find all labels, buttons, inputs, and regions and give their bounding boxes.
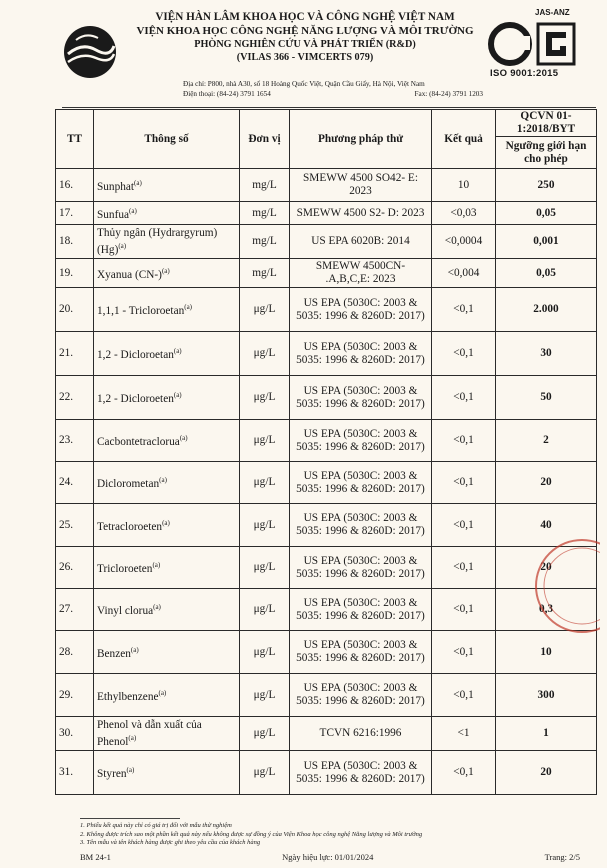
parameter-name: Sunfua [97,208,130,221]
header-divider [62,107,596,108]
row-result: <0,1 [432,462,496,504]
row-parameter [94,332,240,376]
row-parameter [94,376,240,420]
row-method: US EPA (5030C: 2003 & 5035: 1996 & 8260D: 2017) [290,420,432,462]
org-institute-name: VIỆN KHOA HỌC CÔNG NGHỆ NĂNG LƯỢNG VÀ MÔI TRƯỜNG [136,25,474,37]
row-number: 16. [56,169,94,202]
row-number: 19. [56,259,94,288]
row-parameter [94,547,240,589]
row-limit: 2.000 [496,288,597,332]
table-row [56,420,597,462]
parameter-note-marker: (a) [158,688,167,697]
row-method: US EPA (5030C: 2003 & 5035: 1996 & 8260D: 2017) [290,589,432,631]
parameter-note-marker: (a) [130,645,139,654]
row-method: US EPA (5030C: 2003 & 5035: 1996 & 8260D: 2017) [290,504,432,547]
row-limit: 10 [496,631,597,674]
row-result: <0,1 [432,420,496,462]
row-limit: 0,05 [496,259,597,288]
header-param: Thông số [94,110,240,169]
row-parameter [94,717,240,751]
row-unit: μg/L [240,674,290,717]
effective-date: Ngày hiệu lực: 01/01/2024 [282,852,374,862]
parameter-note-marker: (a) [173,391,182,400]
table-row [56,751,597,795]
quacert-logo-icon [488,8,584,92]
row-number: 30. [56,717,94,751]
row-unit: mg/L [240,259,290,288]
row-limit: 0,3 [496,589,597,631]
row-unit: μg/L [240,751,290,795]
table-row [56,674,597,717]
row-limit: 50 [496,376,597,420]
parameter-note-marker: (a) [126,766,135,775]
row-parameter [94,259,240,288]
row-unit: μg/L [240,631,290,674]
row-result: <0,1 [432,631,496,674]
row-result: <1 [432,717,496,751]
row-limit: 30 [496,332,597,376]
parameter-name: Benzen [97,647,131,660]
row-unit: μg/L [240,717,290,751]
row-limit: 250 [496,169,597,202]
row-unit: μg/L [240,376,290,420]
row-method: US EPA 6020B: 2014 [290,225,432,259]
table-row [56,376,597,420]
parameter-name: Vinyl clorua [97,604,154,617]
row-number: 31. [56,751,94,795]
row-limit: 1 [496,717,597,751]
parameter-note-marker: (a) [118,241,127,250]
results-body [56,169,597,795]
row-parameter [94,589,240,631]
row-limit: 20 [496,462,597,504]
page-footer [80,852,580,862]
row-unit: μg/L [240,589,290,631]
organization-block [120,10,490,64]
note-2: 2. Không được trích sao một phần kết quả này nếu không được sự đồng ý của Viện Khoa học công nghệ Năng lượng và Môi trường [80,830,423,838]
row-number: 21. [56,332,94,376]
fax-text: Fax: (84-24) 3791 1203 [414,89,483,98]
parameter-note-marker: (a) [162,518,170,527]
row-unit: μg/L [240,504,290,547]
table-row [56,259,597,288]
row-number: 29. [56,674,94,717]
row-parameter [94,674,240,717]
row-limit: 300 [496,674,597,717]
row-method: US EPA (5030C: 2003 & 5035: 1996 & 8260D: 2017) [290,631,432,674]
parameter-note-marker: (a) [153,603,161,612]
row-number: 26. [56,547,94,589]
table-row [56,225,597,259]
row-limit: 0,05 [496,202,597,225]
table-row [56,717,597,751]
parameter-name: Cacbontetraclorua [97,435,180,448]
iso-label: ISO 9001:2015 [490,68,559,79]
row-result: <0,1 [432,674,496,717]
row-parameter [94,462,240,504]
parameter-name: 1,2 - Dicloroetan [97,348,174,361]
parameter-note-marker: (a) [179,434,188,443]
contact-block [183,80,483,99]
table-row [56,332,597,376]
parameter-note-marker: (a) [129,206,137,215]
row-limit: 0,001 [496,225,597,259]
parameter-note-marker: (a) [159,476,167,485]
row-number: 23. [56,420,94,462]
row-limit: 40 [496,504,597,547]
row-parameter [94,420,240,462]
row-method: SMEWW 4500CN- .A,B,C,E: 2023 [290,259,432,288]
parameter-note-marker: (a) [173,347,182,356]
row-method: US EPA (5030C: 2003 & 5035: 1996 & 8260D: 2017) [290,376,432,420]
parameter-note-marker: (a) [152,561,161,570]
row-result: <0,004 [432,259,496,288]
row-limit: 2 [496,420,597,462]
row-parameter [94,225,240,259]
row-number: 17. [56,202,94,225]
address-text: Địa chỉ: P800, nhà A30, số 18 Hoàng Quốc Việt, Quận Cầu Giấy, Hà Nội, Việt Nam [183,80,425,88]
red-seal-stamp-icon [510,520,600,650]
table-row [56,462,597,504]
parameter-name: Ethylbenzene [97,690,159,703]
header-standard: QCVN 01-1:2018/BYT [496,110,597,137]
note-1: 1. Phiếu kết quả này chỉ có giá trị đối với mẫu thử nghiệm [80,822,232,829]
row-result: <0,1 [432,332,496,376]
row-method: US EPA (5030C: 2003 & 5035: 1996 & 8260D: 2017) [290,547,432,589]
parameter-name: Styren [97,767,127,780]
row-parameter [94,169,240,202]
form-code: BM 24-1 [80,852,111,862]
header-unit: Đơn vị [240,110,290,169]
parameter-name: Sunphat [97,180,135,193]
row-limit: 20 [496,547,597,589]
jas-anz-label: JAS-ANZ [535,8,570,17]
row-method: US EPA (5030C: 2003 & 5035: 1996 & 8260D: 2017) [290,751,432,795]
row-result: <0,03 [432,202,496,225]
row-result: 10 [432,169,496,202]
row-number: 25. [56,504,94,547]
row-result: <0,1 [432,288,496,332]
row-parameter [94,631,240,674]
org-accreditation: (VILAS 366 - VIMCERTS 079) [236,52,374,63]
parameter-name: Tricloroeten [97,562,153,575]
row-method: US EPA (5030C: 2003 & 5035: 1996 & 8260D: 2017) [290,674,432,717]
row-parameter [94,751,240,795]
row-result: <0,1 [432,376,496,420]
parameter-note-marker: (a) [134,178,142,187]
row-method: US EPA (5030C: 2003 & 5035: 1996 & 8260D: 2017) [290,332,432,376]
row-result: <0,1 [432,547,496,589]
row-result: <0,1 [432,504,496,547]
row-unit: μg/L [240,462,290,504]
row-method: TCVN 6216:1996 [290,717,432,751]
row-unit: μg/L [240,288,290,332]
parameter-note-marker: (a) [184,303,193,312]
row-unit: mg/L [240,169,290,202]
row-unit: mg/L [240,225,290,259]
parameter-name: Diclorometan [97,477,160,490]
header-result: Kết quả [432,110,496,169]
parameter-note-marker: (a) [161,266,170,275]
org-department-name: PHÒNG NGHIÊN CỨU VÀ PHÁT TRIỂN (R&D) [194,39,416,50]
row-parameter [94,288,240,332]
note-3: 3. Tên mẫu và tên khách hàng được ghi theo yêu cầu của khách hàng [80,839,261,847]
table-row [56,169,597,202]
table-row [56,202,597,225]
parameter-name: Xyanua (CN-) [97,268,162,281]
phone-text: Điện thoại: (84-24) 3791 1654 [183,89,271,98]
results-table [55,109,597,795]
row-parameter [94,202,240,225]
institute-logo-icon [62,24,118,80]
page-number: Trang: 2/5 [544,852,580,862]
row-number: 24. [56,462,94,504]
header-tt: TT [56,110,94,169]
parameter-name: 1,2 - Dicloroeten [97,392,174,405]
row-unit: μg/L [240,547,290,589]
row-unit: mg/L [240,202,290,225]
header-method: Phương pháp thử [290,110,432,169]
document-header [0,0,607,118]
row-method: US EPA (5030C: 2003 & 5035: 1996 & 8260D: 2017) [290,462,432,504]
row-unit: μg/L [240,420,290,462]
parameter-note-marker: (a) [128,733,137,742]
notes-divider [80,818,180,819]
parameter-name: Tetracloroeten [97,520,163,533]
row-unit: μg/L [240,332,290,376]
row-number: 18. [56,225,94,259]
row-result: <0,1 [432,751,496,795]
row-number: 20. [56,288,94,332]
notes-block [80,822,422,848]
row-limit: 20 [496,751,597,795]
row-parameter [94,504,240,547]
row-number: 22. [56,376,94,420]
row-method: US EPA (5030C: 2003 & 5035: 1996 & 8260D: 2017) [290,288,432,332]
header-limit: Ngưỡng giới hạn cho phép [496,137,597,169]
row-number: 28. [56,631,94,674]
parameter-name: Phenol và dẫn xuất của Phenol [97,718,202,748]
row-result: <0,1 [432,589,496,631]
row-result: <0,0004 [432,225,496,259]
row-method: SMEWW 4500 S2- D: 2023 [290,202,432,225]
row-method: SMEWW 4500 SO42- E: 2023 [290,169,432,202]
parameter-name: Thủy ngân (Hydrargyrum) (Hg) [97,226,218,256]
row-number: 27. [56,589,94,631]
org-parent-name: VIỆN HÀN LÂM KHOA HỌC VÀ CÔNG NGHỆ VIỆT NAM [155,11,455,23]
parameter-name: 1,1,1 - Tricloroetan [97,304,185,317]
table-row [56,288,597,332]
